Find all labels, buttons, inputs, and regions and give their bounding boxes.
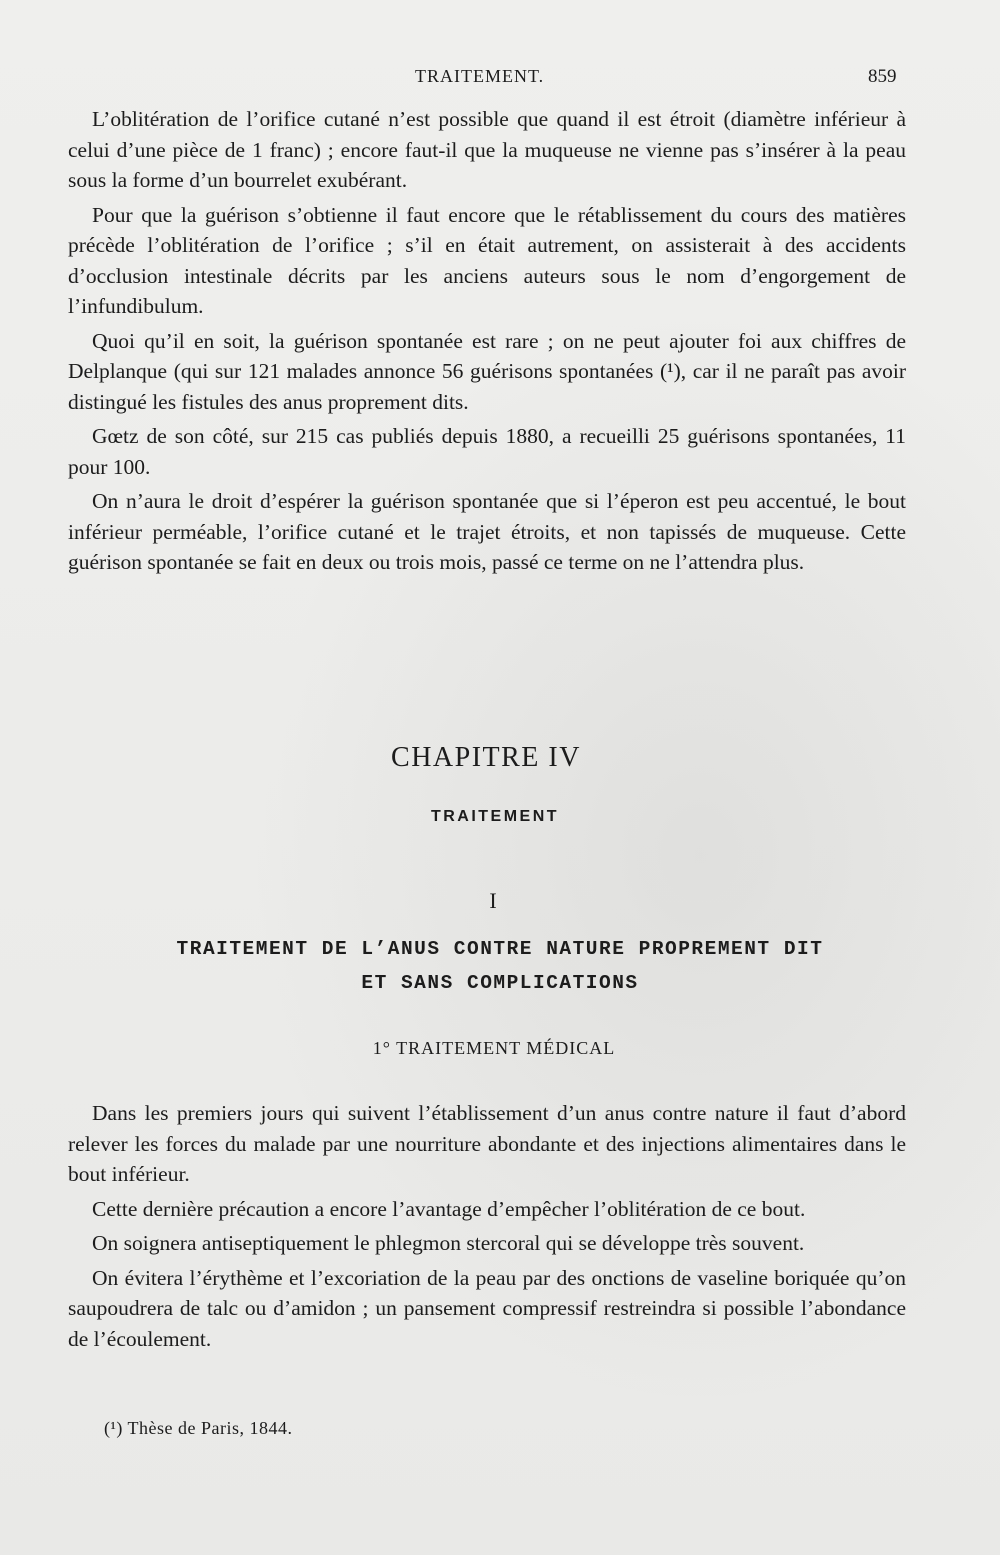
paragraph: On n’aura le droit d’espérer la guérison spontanée que si l’éperon est peu accentué, le bout inférieur perméable, l’orifice cutané et le trajet étroits, et non tapissés de muqueuse. Cette guérison spontanée se fait en deux ou trois mois, passé ce terme on ne l’attendra plus. [68,489,906,574]
chapter-subtitle-text: TRAITEMENT [430,808,560,825]
subsection-heading-text: 1° TRAITEMENT MÉDICAL [372,1038,616,1058]
paragraph: Quoi qu’il en soit, la guérison spontanée est rare ; on ne peut ajouter foi aux chiffres de Delplanque (qui sur 121 malades annonce 56 guérisons spontanées (¹), car il ne paraît pas avoir distingué les fistules des anus proprement dits. [68,328,906,414]
page-number: 859 [868,66,897,87]
body-text-bottom [68,1098,906,1358]
running-head [0,66,1000,96]
running-title: TRAITEMENT. [415,66,545,86]
footnote: (¹) Thèse de Paris, 1844. [104,1418,293,1438]
subsection-heading [0,1038,1000,1059]
chapter-subtitle [0,808,1000,826]
paragraph: On évitera l’érythème et l’excoriation de la peau par des onctions de vaseline boriquée qu’on saupoudrera de talc ou d’amidon ; un pansement compressif restreindra si possible l’abondance de l’écoulement. [68,1265,906,1351]
section-heading-line-2: ET SANS COMPLICATIONS [361,972,639,994]
paragraph: On soignera antiseptiquement le phlegmon stercoral qui se développe très souvent. [92,1231,805,1255]
chapter-title [0,742,1000,774]
paragraph: Cette dernière précaution a encore l’avantage d’empêcher l’oblitération de ce bout. [92,1196,806,1221]
body-text-top [68,104,906,582]
section-heading-line-1: TRAITEMENT DE L’ANUS CONTRE NATURE PROPREMENT DIT [176,938,824,960]
paragraph: Pour que la guérison s’obtienne il faut encore que le rétablissement du cours des matières précède l’oblitération de l’orifice ; s’il en était autrement, on assisterait à des accidents d’occlusion intestinale décrits par les anciens auteurs sous le nom d’engorgement de l’infundibulum. [68,202,906,318]
paragraph: Gœtz de son côté, sur 215 cas publiés depuis 1880, a recueilli 25 guérisons spontanées, 11 pour 100. [68,424,906,479]
section-heading [0,932,1000,1000]
paragraph: L’oblitération de l’orifice cutané n’est possible que quand il est étroit (diamètre inférieur à celui d’une pièce de 1 franc) ; encore faut-il que la muqueuse ne vienne pas s’insérer à la peau sous la forme d’un bourrelet exubérant. [68,107,906,192]
chapter-title-text: CHAPITRE IV [391,742,581,773]
paragraph: Dans les premiers jours qui suivent l’établissement d’un anus contre nature il faut d’abord relever les forces du malade par une nourriture abondante et des injections alimentaires dans le bout inférieur. [68,1101,906,1186]
section-numeral [0,888,1000,914]
section-numeral-text: I [489,888,497,913]
